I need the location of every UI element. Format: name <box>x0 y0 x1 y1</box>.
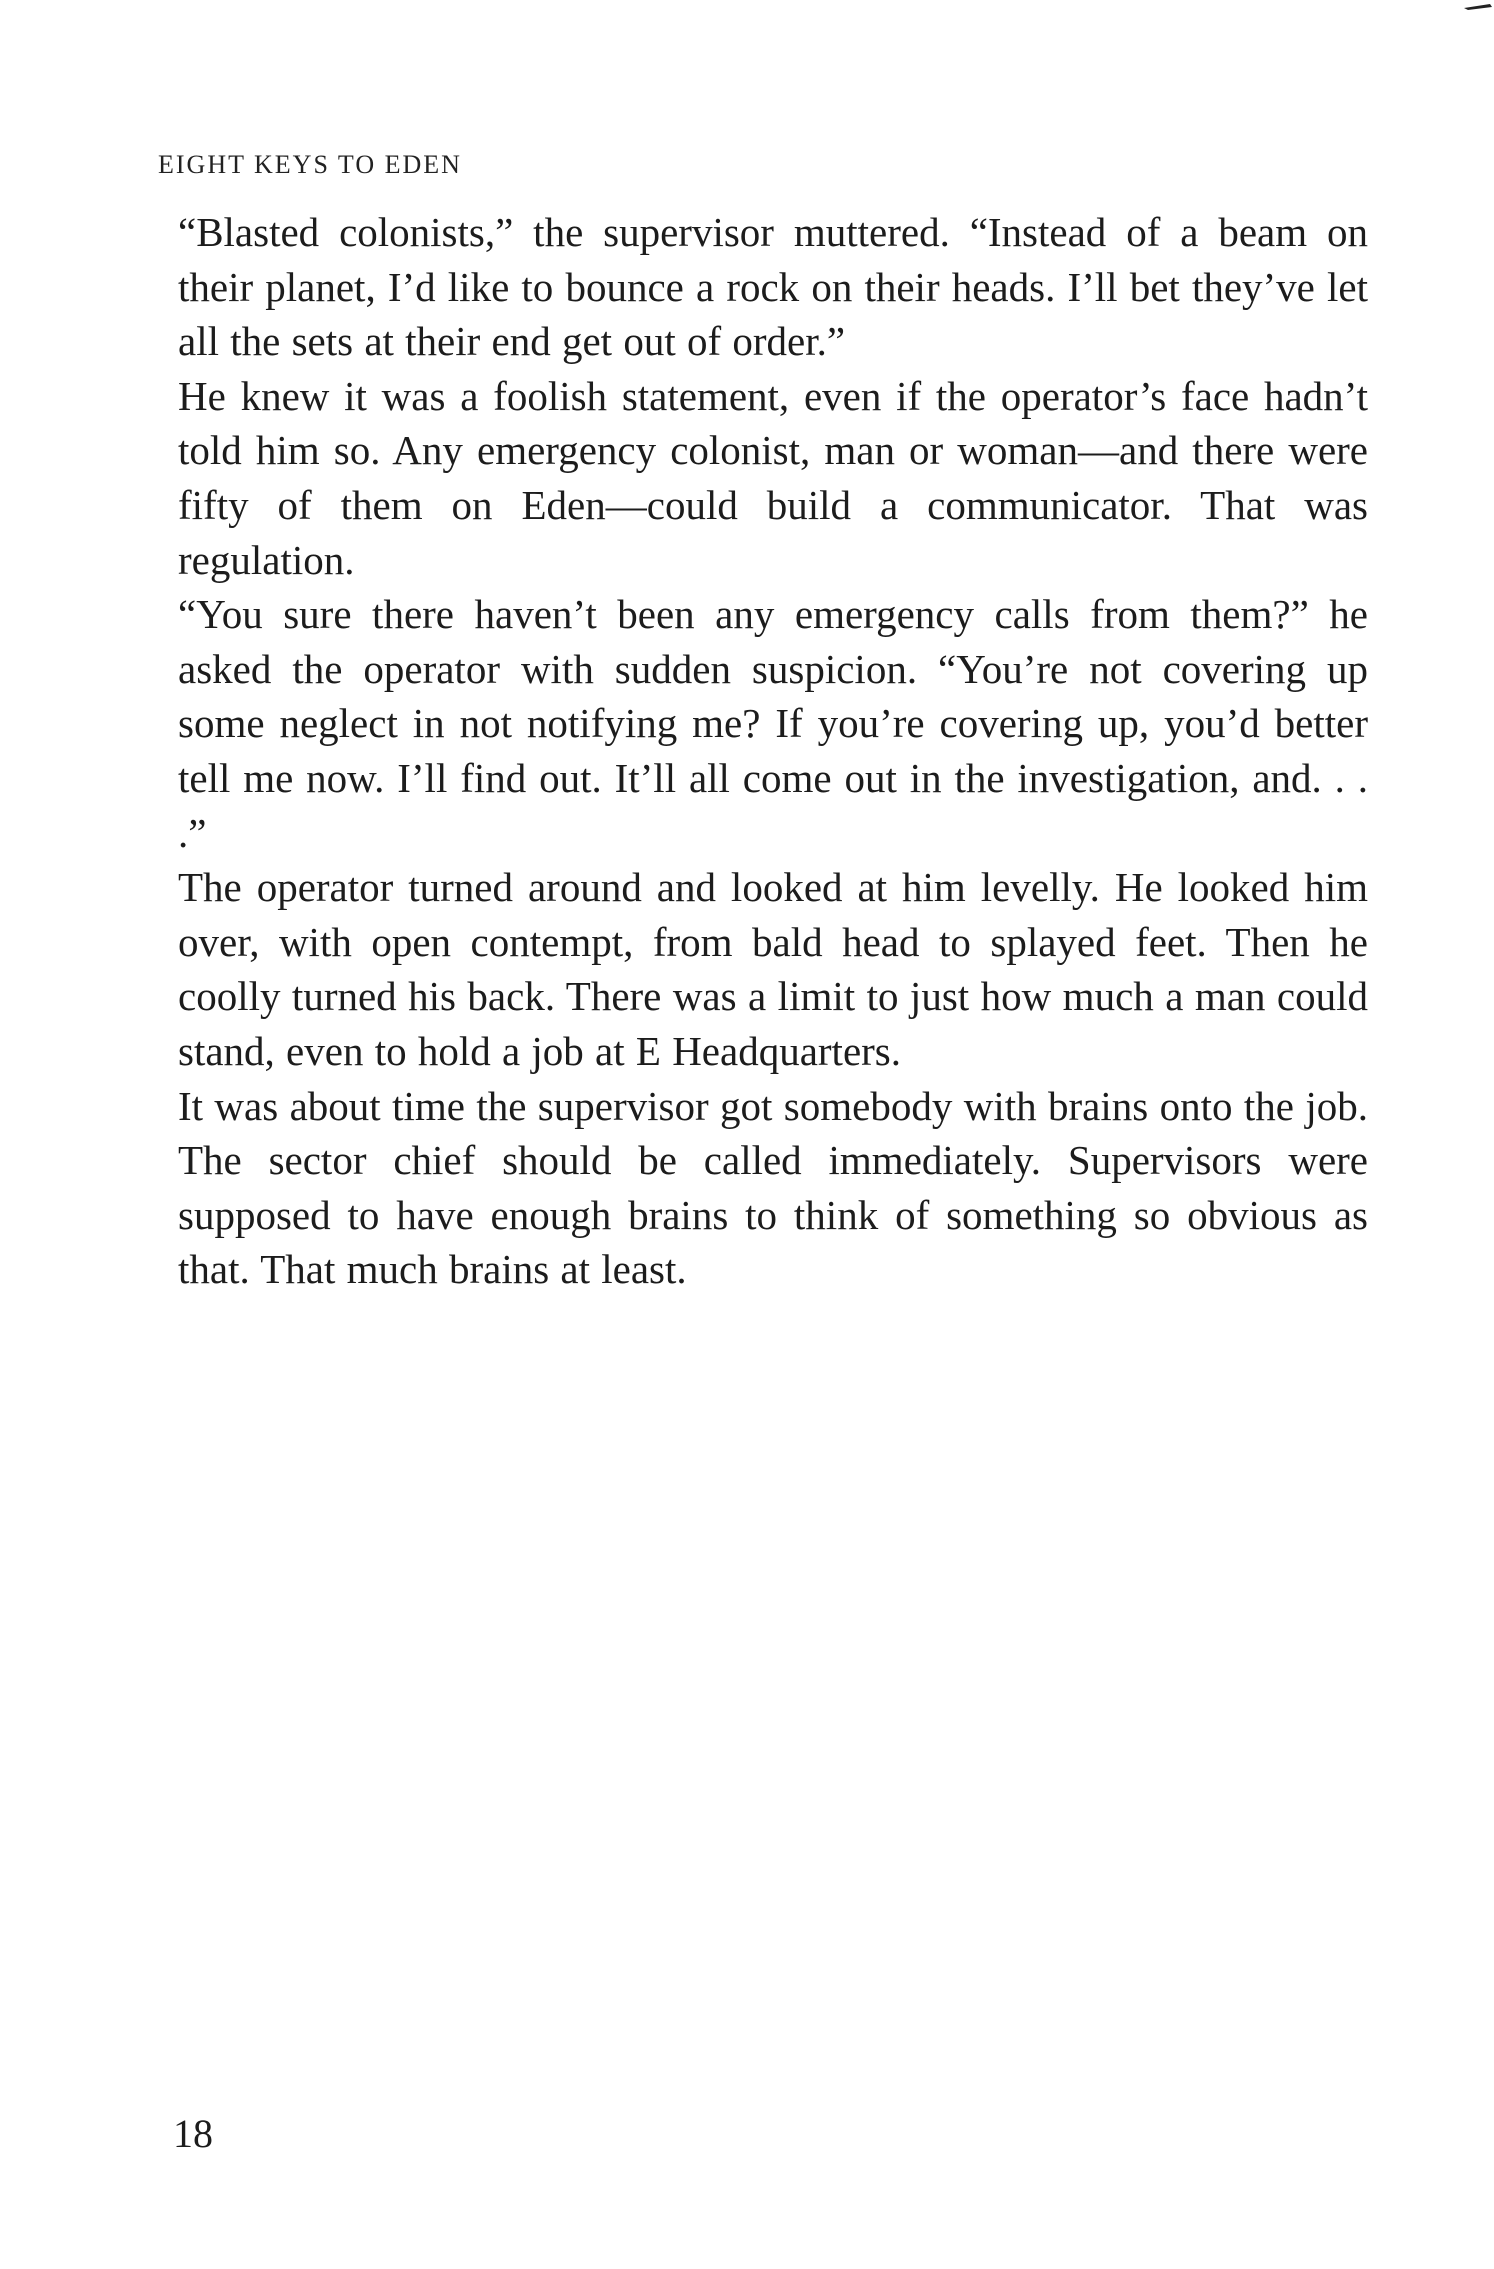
scan-corner-mark <box>1460 0 1494 12</box>
paragraph: The operator turned around and looked at him levelly. He looked him over, with open contempt, from bald head to splayed feet. Then he coolly turned his back. There was a limit to just how much a man could stand, even to hold a job at E Headquarters. <box>178 864 1368 1074</box>
running-head: EIGHT KEYS TO EDEN <box>158 150 462 179</box>
paragraph: He knew it was a foolish statement, even if the operator’s face hadn’t told him so. Any emergency colonist, man or woman—and there were fifty of them on Eden—could build a communicator. That was regulation. <box>178 372 1368 583</box>
paragraph: It was about time the supervisor got somebody with brains onto the job. The sector chief should be called immediately. Supervisors were supposed to have enough brains to think of something so obvious as that. That much brains at least. <box>178 1082 1368 1293</box>
body-text <box>178 205 1368 1297</box>
paragraph: “You sure there haven’t been any emergency calls from them?” he asked the operator with sudden suspicion. “You’re not covering up some neglect in not notifying me? If you’re covering up, you’d better tell me now. I’ll find out. It’ll all come out in the investigation, and. . . .” <box>178 591 1368 856</box>
paragraph: “Blasted colonists,” the supervisor muttered. “Instead of a beam on their planet, I’d like to bounce a rock on their heads. I’ll bet they’ve let all the sets at their end get out of order.” <box>178 209 1368 365</box>
page-number: 18 <box>173 2111 213 2156</box>
